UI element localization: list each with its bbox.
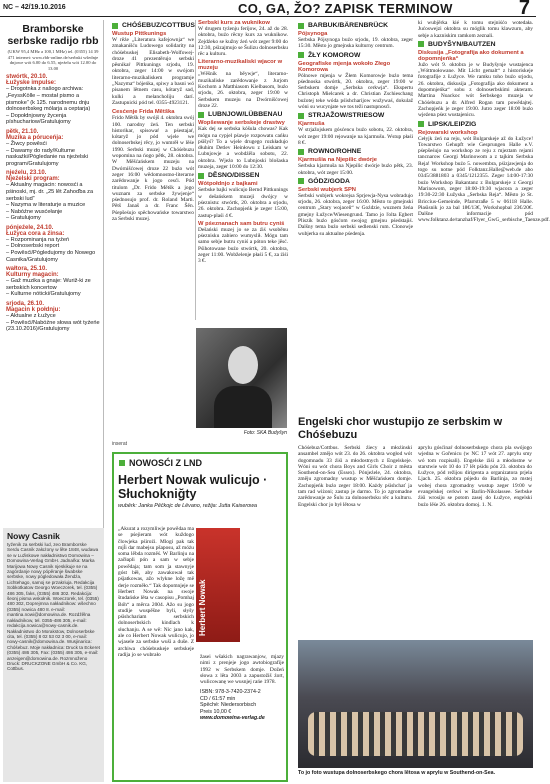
square-icon	[298, 52, 304, 58]
photo-caption: Foto: SKA Budyšyn	[243, 430, 287, 436]
article-title: Diskusija „Fotografija ako dokument a dopomnjeńka“	[418, 49, 524, 62]
day-program-title: Łužyca cora a źinsa:	[6, 230, 65, 237]
section-head	[198, 172, 288, 179]
imprint-box	[3, 528, 104, 782]
section-head	[418, 41, 533, 48]
imprint-text: tyźenik za serbski lud, zeo Bramborske Serdu Casnik założony w lěte 1848, wudawa se w Luźiskowe nakładnistwo Domowina – Domowina-Verlag GmbH. Jadnaŕka: Marka Marijowa Nowy Casnik njeskikuje se na zagórdanje nowy pópěranje šwabske serbske, nowy pógledowała Žendża, Lichtehago, samoj se przakriuja. Redakcija Sobkotkatow Georgo Woeczorek, tel. (0355) 486 305, faks, (0355) 486 302. Redakcija: šeonj pisma wskołnik. Woeczorek, tel. (0355) 480 302, Doprejmna nakładnikow: wšechno (0355) nowica 480 8. e-mail: mantina.nowi@domowina.de. Rozdźělna nakładnikow, tel. 0355-486 305, e-mail: redakcija.nowica@nowy-casnik.de. Nakładnistwo do Morakstow, Dolnoserbske cita, tel. (0355) 8 02 53 02 3 00, e-mail: nowy-casnik@domowina.de. Wusjinarica: Chóśebuz. Moje nakładnica: Druck ta Eckeret (0355) 486 305, Fax: (0355) 486 305, e-mail: anzeigen@domowina.de. Rozmnoženo Druck: DRUCKZONE GmbH & Co. KG, Cottbus.	[7, 542, 100, 672]
day-heading: srjoda, 26.10.	[6, 301, 45, 308]
ad-label: inserat	[112, 441, 128, 447]
radio-days	[3, 74, 103, 332]
choir-text-2: aprylu gósćinaŕ dolnoserbskego chora pla swójogo wjedna w Gořenicu (w NC 17 wót 27. aprylu smy wó tom rozpisali). Engelske źiśi a młodostne w starstwie wót 10 do 17 lět pśidu pón 23. oktobra do Łužyce, pód režijou dirigenta a organizatora prjela Ljach. 25. oktobra pójedu do Barlinja, zo mstej wobej chora zgromadny wustup zeger 19:00 w evangelskej cerkwi w Barlin-Nikolassee. Serbske źiśi wrosiju se potom zasej do Łužyce, engelski buźo lěśe 26. oktobra domoj. 1. N.	[418, 445, 532, 508]
article-text: ki wubjěrka kié k tomu stejniśćo wotedała. Jućoswejzi oktobra su móglik tomu klawzurn, aby sebje a kazniskim ramkom zeznali.	[418, 20, 533, 39]
section-label: CHÓŚEBUZ/COTTBUS	[122, 22, 195, 29]
section-head	[298, 148, 413, 155]
article-text: W rěźe „Literatura kafejownja“ we zmakanišću Ludowego solidarity na chóśebuskej Elisabeth-Wolfowej-droze 41 prezentěrujo serbski pěsnikaŕ Pittkunings srjodu, 19. oktobra, zeger 14:00 w swójom literarno-muzikaliskem programje „Nazyma“ bójeńka, spiwy a basni wó pisanem lětnem casu, kótaryž sad, kulki a melancholiju darí. Zastupnicki pód tel. 0355-4923121.	[112, 37, 194, 106]
advert-byline: wuběrk: Janka Pěčkojc de Lěvano, režija: Jutta Kaiserowa	[118, 503, 258, 509]
program-item: – Kulturne nóticki/Gratulujomy	[6, 291, 81, 298]
program-item: – Drogotnka z našogo archiwa: „FeyssKölle – mostał pismo a pismoke“ (k 125. narodnemu dnju dolnoserbskeg mólarja a ceptarja)	[6, 86, 91, 113]
section-head	[298, 178, 413, 185]
article-title: Wopšewanje serbskeje drastwy	[198, 120, 285, 127]
article-text: W drugem tyźenju ferijow, 24. až do 28. oktobra, buźo rěcny kurs za wuknikow. Zejdźeko se kužny źeń wót zeger 9:00 do 12:30, pśizajmujo se Šulizu dolnoserbsku rěc a kulturu.	[198, 26, 288, 58]
article-text: „Wěšnik na běywje“, literarno-muzikaliske zarědowanje z Jurjom Kochom a Matthiasom Kielbasom, buźo srjodu, 26. oktobra, zeger 19:00 w Serbskem muzeju na Dwórnišćowej droze 22.	[198, 71, 288, 109]
program-item: – Dawamy do rady/Kulturne naskaźki/Pógledanie na njeźelski program/Gratulujomy	[6, 147, 89, 167]
article-text: Dešański muzej jo se za źiś wsoběnu pśeznisku zabiero wumyslił. Mógu tam samo sebje butru cyniś a póton teke jěsć. Pśihotowane buźo stwórtk, 20. oktobra, zeger 11:00. Wobželenje płaśi 5 €, za źiśi 3 €.	[198, 226, 288, 265]
day-heading: pětk, 21.10.	[6, 128, 39, 135]
article-title: Kjarmušia na Njepilic dwórje	[298, 157, 377, 164]
section-label: BUDYŠYN/BAUTZEN	[428, 40, 496, 48]
section-label: LIPSK/LEIPZIG	[428, 120, 477, 128]
square-icon	[298, 113, 304, 119]
column-1	[112, 20, 194, 222]
section-label: GÓDZ/GODA	[308, 177, 350, 185]
program-item: – Nazyma w literaturje a muzice	[6, 202, 86, 209]
day-heading: wałtora, 25.10.	[6, 266, 48, 273]
program-item: – Rozpominanja na tyźeń	[6, 236, 70, 243]
day-heading: pónjeźele, 24.10.	[6, 224, 54, 231]
choir-text: Chóśebuz/Cottbus. Serbski źiecy a młożinski ansambel změjo wót 23. do 26. oktobra wogłod wót dogomnadu 33 źiśi a młodostnych z Engelskeje. Wóni su wót chora Boys and Girls Choir z města Southend-on-Sea (Essex). Pónjeźele, 24. oktobra, změju zgromadny wustup w Měšćańskem domje. Zachopjeńk buźo zeger 18:00. Każdy pśishchať ja tam rad wiżoni; zastup je darmo. To jo zgromadne zarědowanje ze Šulu za dolnoserbsku rěc a kulturu. Engelski chor jo był lětosa w	[298, 445, 412, 508]
portrait-photo	[196, 328, 287, 428]
price: Preis 10,00 €	[200, 708, 232, 715]
article-title: Pójsynoga	[298, 31, 328, 37]
day-program-title: Magacin k połdnju:	[6, 307, 61, 314]
section-head	[298, 22, 413, 29]
column-2	[198, 20, 288, 265]
section-head	[298, 52, 413, 59]
section-label: DĚSNO/DISSEN	[208, 172, 260, 180]
article-text: Serbska Pójsynoga buźo srjodu, 19. oktobra, zeger 15:30. Město jo gmejnska kulturny centrum.	[298, 37, 413, 50]
section-label: STRJAŽOW/STRIESOW	[308, 112, 385, 120]
day-heading: stwórtk, 20.10.	[6, 74, 48, 81]
article-text: Južo wót 9. oktobra je w Budyšynje wustajenca „Wóttmołowane. Mit Licht gemalt“ z historiskeje fotografije z Łužyce. We ramku toho buźo srjodu, 26. oktobra, diskusija „Fotografija ako dokument a dopomnjeńka“ sobu z dolnoserbskimi akteram. Martina Noackoc wót Serbskego muzeja w Chóśebuzu a dr. Alfred Rogan tam powědajtej. Zachopjeńk je zeger 19:00. Jutro zeger 18:00 buźo wjeźena pśez wustajenicu.	[418, 61, 533, 119]
program-item: – Gratulujomy	[6, 215, 41, 222]
section-label: ŽŁY KOMOROW	[308, 51, 361, 59]
book-cover	[196, 528, 240, 642]
article-title: Cesćenje Frida Mětška	[112, 109, 175, 116]
day-program-title: Łužyske impulse:	[6, 80, 57, 87]
program-item: – Powěsći/Nabóźne słowa wót tyźeńe (23.10.2016)/Gratulujomy	[6, 319, 100, 333]
program-item: – Powěsći/Pógledujomy do Nowego Casnika/Gratulujomy	[6, 250, 96, 263]
article-title: Wustup Pittkunings	[112, 31, 167, 37]
article-title: W pśeznanach sam butru cyniś	[198, 220, 285, 227]
column-4	[418, 20, 550, 412]
program-item: – Žiwcy powěsći	[6, 140, 47, 147]
section-head	[298, 112, 413, 119]
choir-article	[298, 416, 533, 508]
page-header	[0, 0, 536, 17]
program-item: – Aktualne z Łužyce	[6, 313, 56, 320]
advert-text-2: žasei wšakich nagrawanjow, mjazy nimi z prenjeje jogo awtobiografije 1992 w Serbskem domje. Dožeń słowa z lěta 2003 a zapustožiš źort, wulicowanę we wusnjej rańe 1978.	[200, 654, 284, 686]
article-text: Frido Mětšk by swójš 4. oktobra swój 100. narodny źeń. Ten serbski historikar, spisowaŕ a pśestajaŕ, kótaryž jo pód wjele we dolnoserbskej rěcy, jo wumrěł w lěśe 1990. Serbski muzej w Chóśebuzu wopomina na ńogo pětk, 28. oktobra. W Měšćańskem muzeju na Dwórnišćowej droze 22 buźo wót zeger 16:00 wědomnostno-literarne zarědowanje k jogo cesći. Pód titulom „Dr. Frido Mětšk a jogo wuznam za serbske žywjenje“ pśednosujo prof. dr. Roland Marti. Pětš Janaš a dr. Franc Šěn. Pśepšeśujo spěchowańske towarstwo za Serbski muzej.	[112, 115, 194, 223]
program-item: – Nabóźne wusćełanje	[6, 208, 63, 215]
section-head	[418, 121, 533, 128]
square-icon	[298, 178, 304, 184]
article-text: Serbska kjarmuša na Njepilic dwórje buźo pětk, 23. oktobra, wót zeger 15:00.	[298, 163, 413, 176]
program-item: – Aktualny magacin: nowosći a pśinoski, mj. dr. „25 lět Zahoďba za serbski lud“	[6, 182, 94, 202]
section-label: ROWNO/ROHNE	[308, 148, 362, 156]
section-label: BARBUK/BÄRENBRÜCK	[308, 22, 389, 29]
program-item: – Gaž muzika a gnaje: Wuriž-ki ze serbskich koncertow	[6, 278, 91, 291]
article-title: Literarno-muzikaliski wjacor w muzeju	[198, 59, 283, 72]
square-icon	[298, 149, 304, 155]
article-title: Serbski wubjerk SPN	[298, 186, 356, 193]
page-title: CO, GA, ŽO? ZAPISK TERMINOW	[238, 1, 453, 16]
article-title: Wótpołdnjo z bajkami	[198, 181, 258, 188]
choir-title: Engelski chor wustupijo ze serbskim w Chóśebuzu	[298, 416, 503, 441]
choir-caption: To jo foto wustupa dolnoserbskego chora lětosa w aprylu w Southend-on-Sea.	[298, 770, 496, 776]
cd-info: CD / 61:57 min	[200, 695, 236, 702]
article-text: W strjažojskem gósćencu buźo sobotu, 22. oktobra, wót zeger 19:00 rejowanje na kjarmušu. Wstup płaśi 8 €.	[298, 127, 413, 146]
day-heading: njeźelu, 23.10.	[6, 170, 47, 177]
square-icon	[418, 41, 424, 47]
isbn: ISBN: 978-3-7420-2374-2	[200, 689, 261, 696]
article-text: Kak dej se serbska kóšula chowas? Kak mógu na cypjel pśawje rozpowatu cańku pśišyś? To a wjele drugego rozkładujo dłuhim Detlev Heinłowu z Leiskam w Lubnjowje a wobdźěla sobotu, 22. oktobra. Wjeźo to Lubnjoski blošaska muzeja, zeger 10:00 do 12:30.	[198, 126, 288, 171]
article-text: Cełyjk źeń na reju, wót Bulgarskeje až do Łužyce! Towarstwo Gehupft wie Gesprungen Halle e.V. pśepšeśujo na workshop ze reju z mjeztam rejami tancnarow Georgi Marinowom a z tajkim Serbska Reja! Workshop buźo 5. nowembra, pśizjawjenja do togo su notne pód Folktanz.Halle@web.de abo 0345/3881803 a 0345/1212355. Zeger 14:00-17:30 buźo Workshop Bakantanz z Bulgarskeje z Georgi Marinowom, zeger 18:00-19:30 wjacora a zeger 19:30-22:30 Łužyska „Serbska Reja“. Město jo St. Briccius-Gemeinde, Pfarrstraße 5 w 06118 Halle. Płaśisnik jo za bal 18€/13€, Workshopbal 23€/20€. Dalšne informacije pód www.folktanz.de/tanzhaf/Flyer_GwG_serbische_Taenze.pdf.	[418, 135, 550, 224]
divider	[195, 20, 196, 320]
advert-text: „Akurat a rozymliwje powědaa ma se pśejieram wót kuždogo člowjeka pśiroźi. Mlogi pak tak mjĺi dar mabejsu pšaposu, až móżu soma lěbda rozměś. W Barlinju na začłapli pón a sam w sebje powědaja; tam som ja stawnyje góst běł, aby zawakował tak pśjatkowas, ažo wlykne ložę mě derje rozměło.“ Tak dopomnjeje se Herbert Nowak na swoje študańske lěta w casopisu „Pomhaj Bóh“ a měrca 2004. Ažo su jogo studije wuspěšne byli, słyšy pśishchariam serbskich dolnoserbskich kindlach k słuchanju. A se wě: Nic jano kak, ale co Herbert Nowak wulicujo, jo wjasele za serbske wuši a duše. Z archiwa chóśebuskeje serbskeje radija jo se wubrało	[118, 526, 194, 658]
square-icon	[418, 121, 424, 127]
advert-band	[116, 456, 284, 470]
program-item: – Dopołdnjowny žycenja píshuchariow/Gratulujomy	[6, 112, 71, 126]
day-program-title: Njeźelski program:	[6, 176, 60, 183]
issue-label: NC – 42/19.10.2016	[3, 4, 66, 11]
square-icon	[198, 112, 204, 118]
advert-meta	[200, 689, 284, 721]
article-title: Kjarmuša	[298, 121, 325, 128]
day-program-title: Muzika a póruceńja:	[6, 134, 64, 141]
section-head	[198, 111, 288, 118]
square-icon	[198, 173, 204, 179]
article-title: Serbski kurs za wuknikow	[198, 20, 270, 26]
program-item: – Dolnoserbski report	[6, 243, 60, 250]
choir-photo	[298, 640, 533, 768]
day-program-title: Kulturny magacin:	[6, 272, 59, 279]
advert-details	[200, 654, 284, 722]
advert-section: NOWOSĆI Z LND	[129, 458, 202, 468]
article-text: Serbske bajki wulicujo Bernd Pittkunings w dešańskem muzeji dwójcy w pśeznistu: stwórtk, 20. oktobra a srjodu, 26. oktobra. Zachopjeńk je zeger 15:00, zastup-plaśi 4 €.	[198, 187, 288, 219]
advert-note: Spěché: Niedersorbisch	[200, 702, 257, 709]
imprint-title: Nowy Casnik	[7, 531, 60, 541]
section-label: LUBNJOW/LÜBBENAU	[208, 111, 283, 119]
square-icon	[298, 23, 304, 29]
article-text: Pólnowe mjenja w Žłem Komorowje buźo tema pśednoska stwórtk, 20. oktobra, zeger 19:00 w Serbskem domje „Serbska cerkwja“. Ekspertu Christoph Mielcarek a dr. Christian Zschieschang buźotej teke wóda pśishcharijow wužywaś, dokulaž wóni su wucynjate we tos teži nastupnosći.	[298, 72, 413, 111]
book-cover-title: Herbert Nowak	[198, 579, 207, 636]
article-title: Rejowarski workshop	[418, 129, 478, 136]
column-3	[298, 20, 413, 412]
square-icon	[112, 23, 118, 29]
radio-title: Bramborske serbske radijo rbb	[7, 23, 99, 47]
page-number: 7	[518, 0, 530, 19]
website-link[interactable]: www.domowina-verlag.de	[200, 715, 265, 722]
article-title: Geografiske mjenja wokoło Złego Komorowa	[298, 60, 391, 73]
article-text: Serbski wubjerk wokrejsa Sprjewja-Nysa wobradujo srjodu, 26. oktobra, zeger 16:00. Město to gmejnski centrum „Stary wojaceň“ w Goździe, wuznem žeńa gmejny Łužyce/Wiesengrund. Tamo jo ľolta Egbert Pliszik buźo gósćom swojog gmejnu pśedstajiś. Dalšny tema buźo serbski sedlenski rum. Clonowje wubjerka su aktualne pśedenja.	[298, 192, 413, 237]
square-icon	[119, 460, 125, 466]
radio-info: (UKW 95,4 MHz a 100,1 MHz) tel. (0355) 14 39 471 internet: www.rbb-online.de/serbski wšednje dnjowe wót 6.00 do 6.55, njeźelu wót 12.00 do 13.00	[7, 49, 99, 71]
section-head	[112, 22, 194, 29]
advert-title: Herbert Nowak wulicujo · Słuchokniğty	[118, 473, 268, 501]
